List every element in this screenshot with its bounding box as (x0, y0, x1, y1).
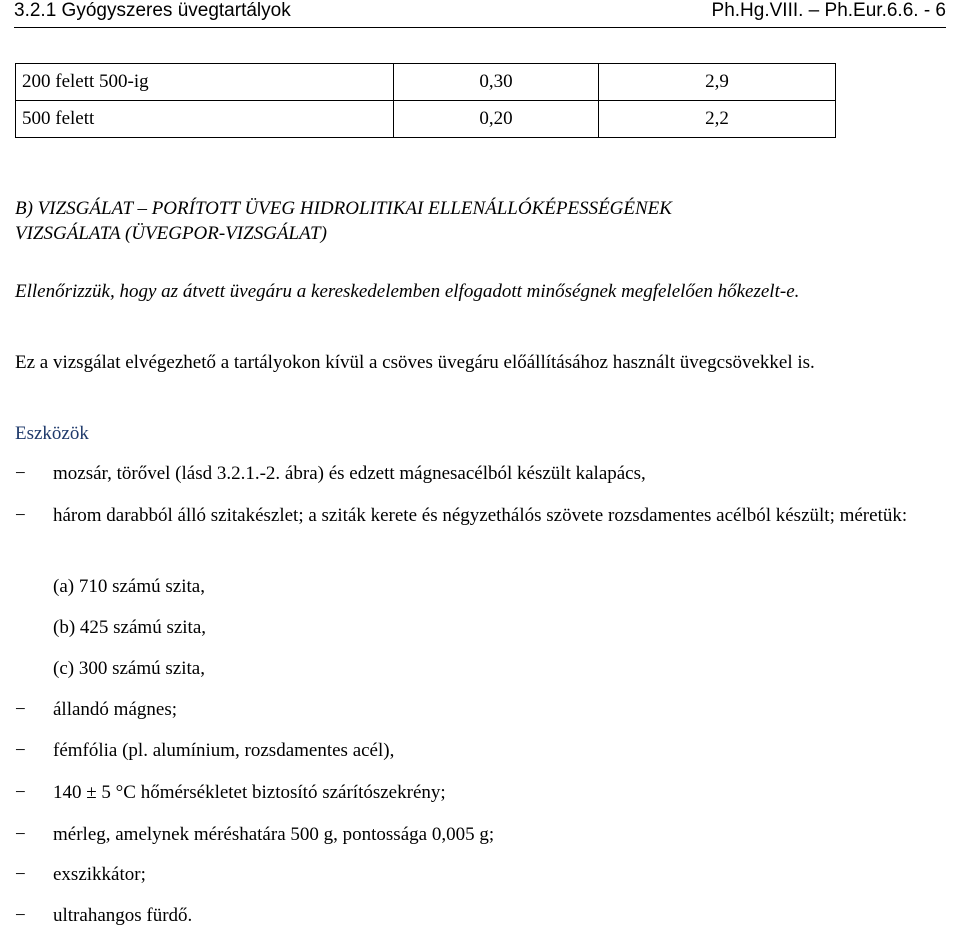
table-row (16, 101, 836, 138)
list-item-text: ultrahangos fürdő. (53, 905, 193, 926)
list-item-text: mozsár, törővel (lásd 3.2.1.-2. ábra) és edzett mágnesacélból készült kalapács, (53, 463, 646, 484)
section-b-intro: Ellenőrizzük, hogy az átvett üvegáru a kereskedelemben elfogadott minőségnek megfelelően hőkezelt-e. (15, 281, 800, 302)
list-item-text: exszikkátor; (53, 864, 146, 885)
bullet-dash: − (15, 740, 26, 761)
list-item (15, 903, 942, 928)
bullet-dash: − (15, 699, 26, 720)
table-cell: 2,2 (599, 101, 836, 138)
table-cell: 2,9 (599, 64, 836, 101)
bullet-dash: − (15, 864, 26, 885)
list-item-text: fémfólia (pl. alumínium, rozsdamentes acél), (53, 740, 395, 761)
list-item (15, 822, 942, 847)
list-item-text: három darabból álló szitakészlet; a sziták kerete és négyzethálós szövete rozsdamentes acélból készült; méretük: (53, 505, 908, 526)
section-title: 3.2.1 Gyógyszeres üvegtartályok (14, 0, 291, 21)
list-item (15, 862, 942, 887)
bullet-dash: − (15, 824, 26, 845)
page-header (14, 0, 946, 28)
table-cell: 500 felett (16, 101, 394, 138)
table-cell: 200 felett 500-ig (16, 64, 394, 101)
list-item (15, 503, 942, 528)
sieve-item: (b) 425 számú szita, (53, 617, 207, 638)
section-b-title-line2: VIZSGÁLATA (ÜVEGPOR-VIZSGÁLAT) (15, 223, 327, 244)
section-b-title-line1: B) VIZSGÁLAT – PORÍTOTT ÜVEG HIDROLITIKAI ELLENÁLLÓKÉPESSÉGÉNEK (15, 198, 672, 219)
tools-heading: Eszközök (15, 423, 89, 444)
list-item-text: mérleg, amelynek méréshatára 500 g, pontossága 0,005 g; (53, 824, 495, 845)
pharmacopoeia-reference: Ph.Hg.VIII. – Ph.Eur.6.6. - 6 (711, 0, 946, 21)
section-b-title (15, 196, 942, 246)
section-b-note: Ez a vizsgálat elvégezhető a tartályokon kívül a csöves üvegáru előállításához használt üvegcsövekkel is. (15, 352, 815, 373)
list-item-text: állandó mágnes; (53, 699, 177, 720)
limits-table (15, 63, 836, 138)
sieve-item: (a) 710 számú szita, (53, 576, 205, 597)
list-item (15, 697, 942, 722)
list-item (15, 461, 942, 486)
bullet-dash: − (15, 463, 26, 484)
list-item (15, 780, 942, 805)
table-row (16, 64, 836, 101)
list-item (15, 738, 942, 763)
table-cell: 0,20 (394, 101, 599, 138)
list-item-text: 140 ± 5 °C hőmérsékletet biztosító szárítószekrény; (53, 782, 446, 803)
table-cell: 0,30 (394, 64, 599, 101)
bullet-dash: − (15, 505, 26, 526)
sieve-item: (c) 300 számú szita, (53, 658, 205, 679)
bullet-dash: − (15, 905, 26, 926)
bullet-dash: − (15, 782, 26, 803)
